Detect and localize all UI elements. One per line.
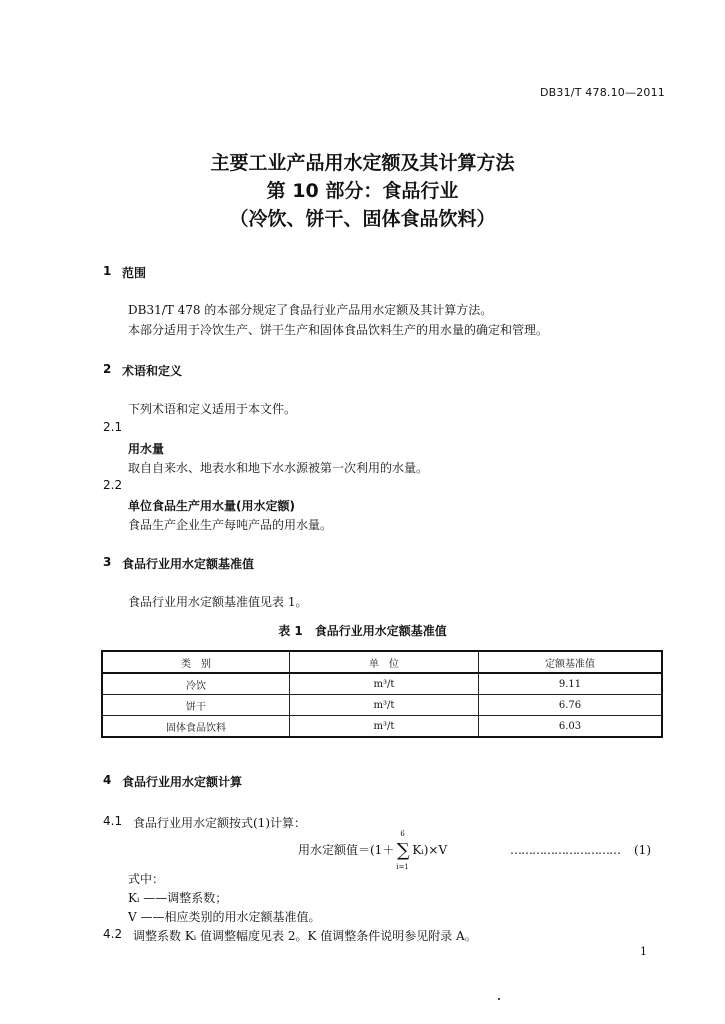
document-title: 主要工业产品用水定额及其计算方法 bbox=[210, 152, 515, 174]
table-row bbox=[102, 673, 662, 695]
definition-text: 取自自来水、地表水和地下水水源被第一次利用的水量。 bbox=[128, 461, 429, 475]
standard-code: DB31/T 478.10—2011 bbox=[539, 86, 665, 99]
table-cell: 饼干 bbox=[102, 695, 289, 716]
table-cell: 6.03 bbox=[478, 716, 662, 738]
clause-text: 调整系数 Kᵢ 值调整幅度见表 2。K 值调整条件说明参见附录 A。 bbox=[133, 929, 477, 943]
formula-where-label: 式中： bbox=[128, 872, 165, 886]
equation-number: (1) bbox=[634, 843, 651, 857]
section-2-intro: 下列术语和定义适用于本文件。 bbox=[128, 402, 297, 416]
section-1-number: 1 bbox=[103, 264, 112, 278]
table-cell: 固体食品饮料 bbox=[102, 716, 289, 738]
formula-variable: Kᵢ ——调整系数； bbox=[128, 891, 228, 905]
document-subtitle: 第 10 部分：食品行业 bbox=[266, 180, 459, 202]
table-row bbox=[102, 716, 662, 738]
definition-term: 单位食品生产用水量(用水定额) bbox=[128, 499, 295, 513]
formula-variable: V ——相应类别的用水定额基准值。 bbox=[128, 910, 321, 924]
scan-speck bbox=[498, 998, 500, 1000]
section-3-title: 食品行业用水定额基准值 bbox=[122, 557, 255, 571]
document-subtitle-products: （冷饮、饼干、固体食品饮料） bbox=[229, 208, 496, 230]
table-header-row bbox=[102, 651, 662, 673]
quota-table bbox=[101, 650, 663, 738]
table-header-cell: 类 别 bbox=[102, 651, 289, 673]
table-cell: 9.11 bbox=[478, 673, 662, 695]
definition-text: 食品生产企业生产每吨产品的用水量。 bbox=[128, 518, 333, 532]
section-2-title: 术语和定义 bbox=[122, 364, 183, 378]
clause-number: 4.1 bbox=[103, 814, 123, 828]
table-cell: 6.76 bbox=[478, 695, 662, 716]
definition-number: 2.1 bbox=[103, 420, 123, 434]
section-3-intro: 食品行业用水定额基准值见表 1。 bbox=[128, 595, 308, 609]
section-1-paragraph: 本部分适用于冷饮生产、饼干生产和固体食品饮料生产的用水量的确定和管理。 bbox=[128, 323, 549, 337]
section-2-number: 2 bbox=[103, 362, 112, 376]
table-cell: 冷饮 bbox=[102, 673, 289, 695]
table-header-cell: 定额基准值 bbox=[478, 651, 662, 673]
formula-rhs: Kᵢ)×V bbox=[412, 843, 448, 857]
formula-lhs: 用水定额值＝(1＋ bbox=[298, 843, 395, 857]
definition-number: 2.2 bbox=[103, 478, 123, 492]
table-cell: m³/t bbox=[289, 716, 478, 738]
table-row bbox=[102, 695, 662, 716]
table-cell: m³/t bbox=[289, 673, 478, 695]
table-cell: m³/t bbox=[289, 695, 478, 716]
section-4-number: 4 bbox=[103, 773, 112, 787]
clause-text: 食品行业用水定额按式(1)计算： bbox=[133, 816, 306, 830]
clause-number: 4.2 bbox=[103, 927, 123, 941]
section-4-title: 食品行业用水定额计算 bbox=[122, 775, 243, 789]
section-1-title: 范围 bbox=[122, 266, 147, 280]
definition-term: 用水量 bbox=[128, 442, 165, 456]
section-1-paragraph: DB31/T 478 的本部分规定了食品行业产品用水定额及其计算方法。 bbox=[128, 303, 493, 317]
summation-lower-limit: i=1 bbox=[396, 863, 409, 871]
table-header-cell: 单 位 bbox=[289, 651, 478, 673]
table-caption: 表 1 食品行业用水定额基准值 bbox=[278, 624, 447, 638]
page-number: 1 bbox=[640, 945, 647, 958]
summation-symbol: ∑ 6 i=1 bbox=[396, 830, 410, 871]
formula bbox=[298, 830, 448, 871]
formula-leader-dots: ………………………… bbox=[510, 843, 620, 857]
summation-upper-limit: 6 bbox=[400, 830, 405, 838]
section-3-number: 3 bbox=[103, 555, 112, 569]
